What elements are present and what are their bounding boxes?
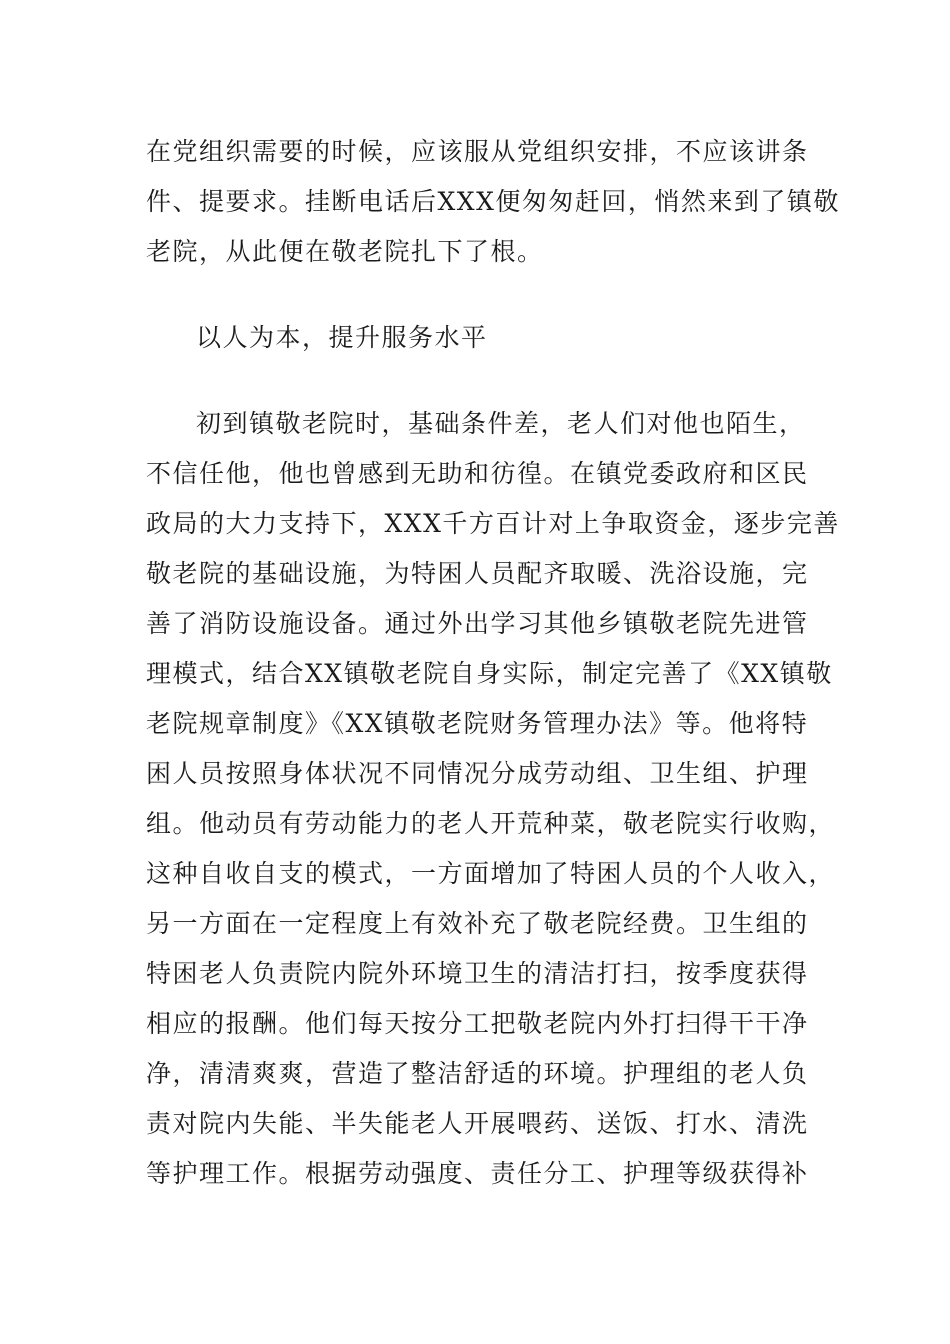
- paragraph-line: 敬老院的基础设施，为特困人员配齐取暖、洗浴设施，完: [146, 559, 809, 588]
- section-heading: 以人为本，提升服务水平: [196, 323, 488, 352]
- paragraph-line: 政局的大力支持下，XXX千方百计对上争取资金，逐步完善: [146, 509, 840, 538]
- paragraph-line: 责对院内失能、半失能老人开展喂药、送饭、打水、清洗: [146, 1109, 809, 1138]
- paragraph-line: 不信任他，他也曾感到无助和彷徨。在镇党委政府和区民: [146, 459, 809, 488]
- paragraph-line: 件、提要求。挂断电话后XXX便匆匆赶回，悄然来到了镇敬: [146, 187, 840, 216]
- paragraph-line: 初到镇敬老院时，基础条件差，老人们对他也陌生，: [196, 409, 806, 438]
- paragraph-line: 老院，从此便在敬老院扎下了根。: [146, 237, 544, 266]
- paragraph-line: 老院规章制度》《XX镇敬老院财务管理办法》等。他将特: [146, 709, 809, 738]
- paragraph-line: 净，清清爽爽，营造了整洁舒适的环境。护理组的老人负: [146, 1059, 809, 1088]
- paragraph-line: 这种自收自支的模式，一方面增加了特困人员的个人收入，: [146, 859, 836, 888]
- paragraph-line: 困人员按照身体状况不同情况分成劳动组、卫生组、护理: [146, 759, 809, 788]
- paragraph-line: 相应的报酬。他们每天按分工把敬老院内外打扫得干干净: [146, 1009, 809, 1038]
- paragraph-line: 组。他动员有劳动能力的老人开荒种菜，敬老院实行收购，: [146, 809, 836, 838]
- paragraph-line: 特困老人负责院内院外环境卫生的清洁打扫，按季度获得: [146, 959, 809, 988]
- paragraph-line: 另一方面在一定程度上有效补充了敬老院经费。卫生组的: [146, 909, 809, 938]
- paragraph-line: 理模式，结合XX镇敬老院自身实际，制定完善了《XX镇敬: [146, 659, 833, 688]
- paragraph-line: 善了消防设施设备。通过外出学习其他乡镇敬老院先进管: [146, 609, 809, 638]
- paragraph-line: 在党组织需要的时候，应该服从党组织安排，不应该讲条: [146, 137, 809, 166]
- paragraph-line: 等护理工作。根据劳动强度、责任分工、护理等级获得补: [146, 1159, 809, 1188]
